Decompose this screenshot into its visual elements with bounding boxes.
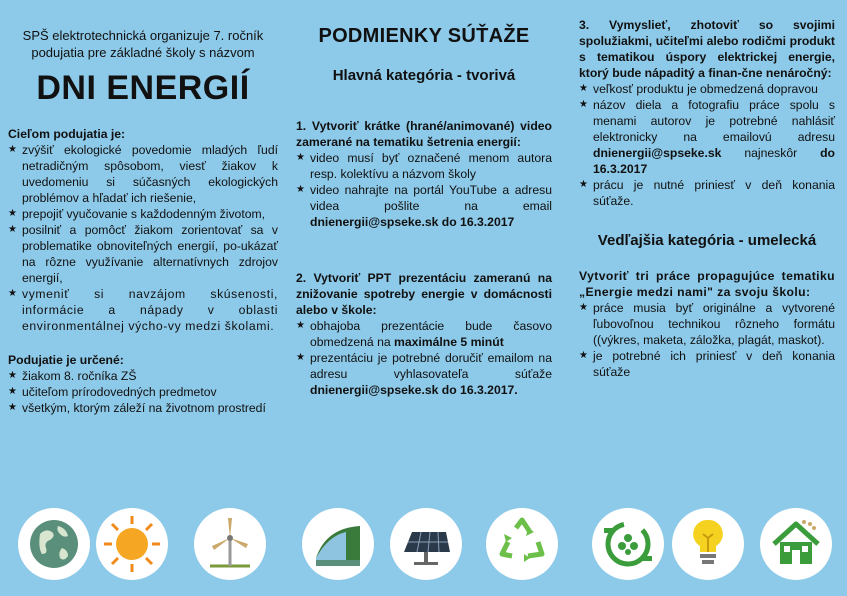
list-item: ★ všetkým, ktorým záleží na životnom prostredí bbox=[8, 400, 278, 416]
list-item: ★ prezentáciu je potrebné doručiť emailom na adresu vyhlasovateľa súťaže dnienergii@spseke.sk do 16.3.2017. bbox=[296, 350, 552, 398]
audience-heading: Podujatie je určené: bbox=[8, 353, 124, 367]
middle-column bbox=[296, 0, 552, 398]
email-deadline: dnienergii@spseke.sk do 16.3.2017 bbox=[310, 215, 515, 229]
task2-section bbox=[296, 270, 552, 398]
main-category-heading: Hlavná kategória - tvorivá bbox=[332, 67, 516, 84]
audience-section bbox=[8, 352, 278, 416]
side-task-section bbox=[579, 268, 835, 380]
list-item: ★ vymeniť si navzájom skúsenosti, informácie a nápady v oblasti environmentálnej výcho-vy medzi školami. bbox=[8, 286, 278, 334]
list-item: ★ práce musia byť originálne a vytvorené ľubovoľnou technikou rôzneho formátu ((výkres, maketa, záložka, plagát, maskot). bbox=[579, 300, 835, 348]
left-column bbox=[8, 0, 278, 416]
list-item: ★ je potrebné ich priniesť v deň konania súťaže bbox=[579, 348, 835, 380]
event-title: DNI ENERGIÍ bbox=[36, 69, 250, 107]
email-deadline: dnienergii@spseke.sk do 16.3.2017. bbox=[310, 383, 518, 397]
list-item: ★ učiteľom prírodovedných predmetov bbox=[8, 384, 278, 400]
side-task-title: Vytvoriť tri práce propagujúce tematiku „Energie medzi nami" za svoju školu: bbox=[579, 269, 835, 299]
task1-list bbox=[296, 150, 552, 230]
right-column bbox=[579, 0, 835, 380]
list-item: ★ žiakom 8. ročníka ZŠ bbox=[8, 368, 278, 384]
deadline-date: 16.3.2017 bbox=[593, 162, 648, 176]
conditions-title: PODMIENKY SÚŤAŽE bbox=[318, 25, 530, 47]
task3-title: 3. Vymyslieť, zhotoviť so svojimi spolužiakmi, učiteľmi alebo rodičmi produkt s tematikou úspory elektrickej energie, ktorý bude nápaditý a finan-čne nenáročný: bbox=[579, 18, 835, 80]
sun-icon bbox=[96, 508, 168, 580]
solar-panel-icon bbox=[390, 508, 462, 580]
list-item: ★ video musí byť označené menom autora resp. kolektívu a názvom školy bbox=[296, 150, 552, 182]
side-category-heading: Vedľajšia kategória - umelecká bbox=[597, 232, 817, 249]
task3-list bbox=[579, 81, 835, 209]
list-item: ★ názov diela a fotografiu práce spolu s menami autorov je potrebné nahlásiť elektronicky na emailovú adresu dnienergii@spseke.sk najneskôr do 16.3.2017 bbox=[579, 97, 835, 177]
email-address: dnienergii@spseke.sk bbox=[593, 146, 722, 160]
wind-turbine-icon bbox=[194, 508, 266, 580]
aims-list bbox=[8, 142, 278, 334]
aims-section bbox=[8, 126, 278, 334]
list-item: ★ prácu je nutné priniesť v deň konania súťaže. bbox=[579, 177, 835, 209]
task1-title: 1. Vytvoriť krátke (hrané/animované) video zamerané na tematiku šetrenia energií: bbox=[296, 119, 552, 149]
list-item: ★ veľkosť produktu je obmedzená dopravou bbox=[579, 81, 835, 97]
aims-heading: Cieľom podujatia je: bbox=[8, 127, 126, 141]
task1-section bbox=[296, 118, 552, 230]
globe-icon bbox=[18, 508, 90, 580]
icon-row bbox=[0, 508, 847, 596]
list-item: ★ posilniť a pomôcť žiakom zorientovať sa v problematike obnoviteľných energií, po-ukázať na rôzne využívanie alternatívnych zdrojov energií, bbox=[8, 222, 278, 286]
task3-section bbox=[579, 17, 835, 209]
list-item: ★ prepojiť vyučovanie s každodenným životom, bbox=[8, 206, 278, 222]
list-item: ★ video nahrajte na portál YouTube a adresu videa pošlite na email dnienergii@spseke.sk do 16.3.2017 bbox=[296, 182, 552, 230]
lightbulb-icon bbox=[672, 508, 744, 580]
hydro-dam-icon bbox=[302, 508, 374, 580]
list-item: ★ obhajoba prezentácie bude časovo obmedzená na maximálne 5 minút bbox=[296, 318, 552, 350]
side-task-list bbox=[579, 300, 835, 380]
eco-plug-icon bbox=[592, 508, 664, 580]
task2-list bbox=[296, 318, 552, 398]
green-house-icon bbox=[760, 508, 832, 580]
recycle-icon bbox=[486, 508, 558, 580]
list-item: ★ zvýšiť ekologické povedomie mladých ľudí netradičným spôsobom, viesť žiakov k uvedomeniu si súčasných ekologických problémov a hľadať ich riešenie, bbox=[8, 142, 278, 206]
intro-text: SPŠ elektrotechnická organizuje 7. ročník podujatia pre základné školy s názvom bbox=[22, 28, 264, 60]
audience-list bbox=[8, 368, 278, 416]
task2-title: 2. Vytvoriť PPT prezentáciu zameranú na znižovanie spotreby energie v domácnosti alebo v škole: bbox=[296, 271, 552, 317]
